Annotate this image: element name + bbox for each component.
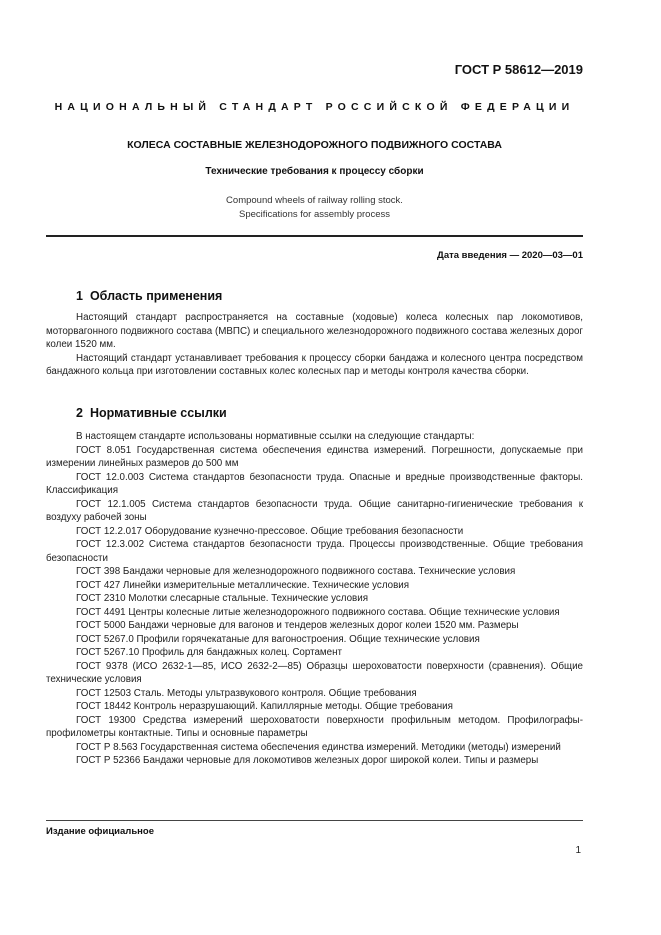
section-1-heading — [76, 289, 222, 303]
english-title-line-1: Compound wheels of railway rolling stock. — [226, 195, 403, 206]
official-edition-label: Издание официальное — [46, 826, 154, 837]
english-title — [46, 194, 583, 222]
title-divider — [46, 235, 583, 237]
section-2-body — [46, 430, 583, 768]
reference-item: ГОСТ 12.3.002 Система стандартов безопасности труда. Процессы производственные. Общие требования безопасности — [46, 539, 583, 564]
reference-item: ГОСТ 9378 (ИСО 2632-1—85, ИСО 2632-2—85) Образцы шероховатости поверхности (сравнения). Общие технические условия — [46, 660, 583, 685]
document-number: ГОСТ Р 58612—2019 — [454, 62, 583, 77]
section-1-number: 1 — [76, 289, 83, 303]
page-number: 1 — [575, 845, 581, 856]
section-1-title: Область применения — [89, 289, 223, 303]
reference-item: ГОСТ Р 52366 Бандажи черновые для локомотивов железных дорог широкой колеи. Типы и размеры — [76, 755, 539, 766]
reference-item: ГОСТ 12503 Сталь. Методы ультразвукового контроля. Общие требования — [76, 687, 417, 699]
section-1-paragraph: Настоящий стандарт распространяется на составные (ходовые) колеса колесных пар локомотивов, моторвагонного подвижного состава (МВПС) и специального железнодорожного подвижного состава железных дорог колеи 1520 мм. — [46, 312, 583, 350]
introduction-date: Дата введения — 2020—03—01 — [437, 250, 583, 261]
reference-item: ГОСТ 8.051 Государственная система обеспечения единства измерений. Погрешности, допускаемые при измерении линейных размеров до 500 мм — [46, 444, 583, 469]
section-1-paragraph: Настоящий стандарт устанавливает требования к процессу сборки бандажа и колесного центра посредством бандажного кольца при изготовлении составных колес колесных пар и методы контроля качества сборки. — [46, 352, 583, 377]
reference-item: ГОСТ 19300 Средства измерений шероховатости поверхности профильным методом. Профилографы-профилометры контактные. Типы и основные параметры — [46, 714, 583, 739]
reference-item: ГОСТ 398 Бандажи черновые для железнодорожного подвижного состава. Технические условия — [76, 566, 516, 577]
section-2-number: 2 — [76, 406, 83, 420]
reference-item: ГОСТ 12.1.005 Система стандартов безопасности труда. Общие санитарно-гигиенические требования к воздуху рабочей зоны — [46, 498, 583, 523]
reference-item: ГОСТ 427 Линейки измерительные металлические. Технические условия — [76, 579, 410, 591]
national-standard-header: НАЦИОНАЛЬНЫЙ СТАНДАРТ РОССИЙСКОЙ ФЕДЕРАЦИИ — [54, 101, 575, 113]
reference-item: ГОСТ 12.0.003 Система стандартов безопасности труда. Опасные и вредные производственные факторы. Классификация — [46, 471, 583, 496]
reference-item: ГОСТ 4491 Центры колесные литые железнодорожного подвижного состава. Общие технические условия — [76, 606, 560, 618]
footer-divider — [46, 820, 583, 821]
reference-item: ГОСТ 5267.10 Профиль для бандажных колец. Сортамент — [76, 647, 342, 658]
reference-item: ГОСТ 12.2.017 Оборудование кузнечно-прессовое. Общие требования безопасности — [76, 525, 464, 537]
section-2-heading — [76, 406, 227, 420]
english-title-line-2: Specifications for assembly process — [238, 209, 390, 220]
references-intro: В настоящем стандарте использованы нормативные ссылки на следующие стандарты: — [76, 431, 475, 442]
document-title: КОЛЕСА СОСТАВНЫЕ ЖЕЛЕЗНОДОРОЖНОГО ПОДВИЖНОГО СОСТАВА — [127, 139, 502, 151]
reference-item: ГОСТ Р 8.563 Государственная система обеспечения единства измерений. Методики (методы) измерений — [76, 741, 561, 753]
section-1-body — [46, 311, 583, 379]
reference-item: ГОСТ 5000 Бандажи черновые для вагонов и тендеров железных дорог колеи 1520 мм. Размеры — [76, 620, 519, 631]
reference-item: ГОСТ 18442 Контроль неразрушающий. Капиллярные методы. Общие требования — [76, 701, 453, 712]
reference-item: ГОСТ 2310 Молотки слесарные стальные. Технические условия — [76, 593, 369, 604]
document-subtitle: Технические требования к процессу сборки — [205, 166, 424, 177]
reference-item: ГОСТ 5267.0 Профили горячекатаные для вагоностроения. Общие технические условия — [76, 633, 480, 645]
section-2-title: Нормативные ссылки — [89, 406, 227, 420]
